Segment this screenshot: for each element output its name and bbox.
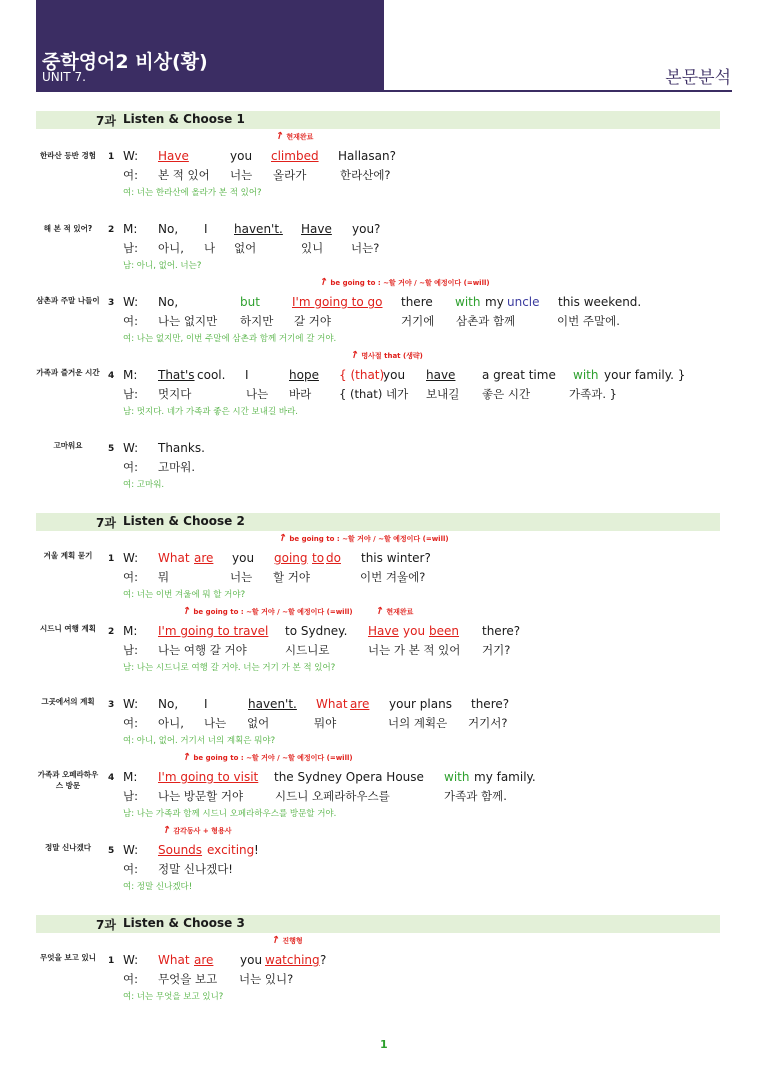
side-note: 해 본 적 있어?	[43, 224, 93, 233]
side-note: 가족과 오페라하우스 방문	[37, 770, 99, 790]
side-note: 시드니 여행 계획	[40, 624, 96, 633]
line-number: 2	[108, 627, 115, 637]
grammar-note: ↗be going to : ~할 거야 / ~할 예정이다 (=will)	[180, 750, 353, 765]
translation: 남: 나는 시드니로 여행 갈 거야. 너는 거기 가 본 적 있어?	[123, 663, 336, 673]
translation: 여: 아니, 없어. 거기서 너의 계획은 뭐야?	[123, 736, 276, 746]
translation: 여: 너는 무엇을 보고 있니?	[123, 992, 224, 1002]
section-bar	[36, 111, 720, 129]
translation: 남: 아니, 없어. 너는?	[123, 261, 202, 271]
line-number: 5	[108, 444, 115, 454]
grammar-note: ↗be going to : ~할 거야 / ~할 예정이다 (=will)	[317, 275, 490, 290]
header-banner	[36, 0, 384, 91]
translation: 남: 멋지다. 네가 가족과 좋은 시간 보내길 바라.	[123, 407, 298, 417]
translation: 여: 너는 한라산에 올라가 본 적 있어?	[123, 188, 262, 198]
section-title: Listen & Choose 3	[123, 916, 245, 930]
translation: 남: 나는 가족과 함께 시드니 오페라하우스를 방문할 거야.	[123, 809, 337, 819]
grammar-note: ↗be going to : ~할 거야 / ~할 예정이다 (=will)	[276, 531, 449, 546]
side-note: 고마워요	[53, 441, 83, 450]
line-number: 1	[108, 554, 115, 564]
side-note: 정말 신나겠다	[44, 843, 92, 852]
line-number: 1	[108, 956, 115, 966]
grammar-note: ↗be going to : ~할 거야 / ~할 예정이다 (=will)	[180, 604, 353, 619]
translation: 여: 고마워.	[123, 480, 165, 490]
side-note: 삼촌과 주말 나들이	[36, 296, 100, 305]
translation: 여: 나는 없지만, 이번 주말에 삼촌과 함께 거기에 갈 거야.	[123, 334, 337, 344]
section-bar	[36, 513, 720, 531]
section-bar	[36, 915, 720, 933]
grammar-note: ↗현재완료	[273, 129, 314, 144]
line-number: 4	[108, 371, 115, 381]
document-title: 중학영어2 비상(황)	[42, 51, 208, 73]
section-number: 7과	[96, 516, 116, 530]
side-note: 가족과 즐거운 시간	[36, 368, 100, 377]
line-number: 2	[108, 225, 115, 235]
side-note: 한라산 등반 경험	[40, 151, 96, 160]
line-number: 4	[108, 773, 115, 783]
grammar-note: ↗명사절 that (생략)	[348, 348, 423, 363]
line-number: 3	[108, 700, 115, 710]
section-number: 7과	[96, 918, 116, 932]
line-number: 5	[108, 846, 115, 856]
translation: 여: 너는 이번 겨울에 뭐 할 거야?	[123, 590, 246, 600]
side-note: 그곳에서의 계획	[41, 697, 95, 706]
header-divider	[36, 90, 732, 92]
translation: 여: 정말 신나겠다!	[123, 882, 193, 892]
page-number: 1	[380, 1038, 388, 1051]
grammar-note: ↗진행형	[269, 933, 303, 948]
grammar-note: ↗현재완료	[373, 604, 414, 619]
section-type-label: 본문분석	[665, 68, 731, 88]
side-note: 무엇을 보고 있니	[40, 953, 96, 962]
grammar-note: ↗감각동사 + 형용사	[160, 823, 232, 838]
line-number: 1	[108, 152, 115, 162]
section-number: 7과	[96, 114, 116, 128]
side-note: 겨울 계획 묻기	[43, 551, 93, 560]
section-title: Listen & Choose 1	[123, 112, 245, 126]
section-title: Listen & Choose 2	[123, 514, 245, 528]
unit-label: UNIT 7.	[42, 70, 86, 84]
line-number: 3	[108, 298, 115, 308]
